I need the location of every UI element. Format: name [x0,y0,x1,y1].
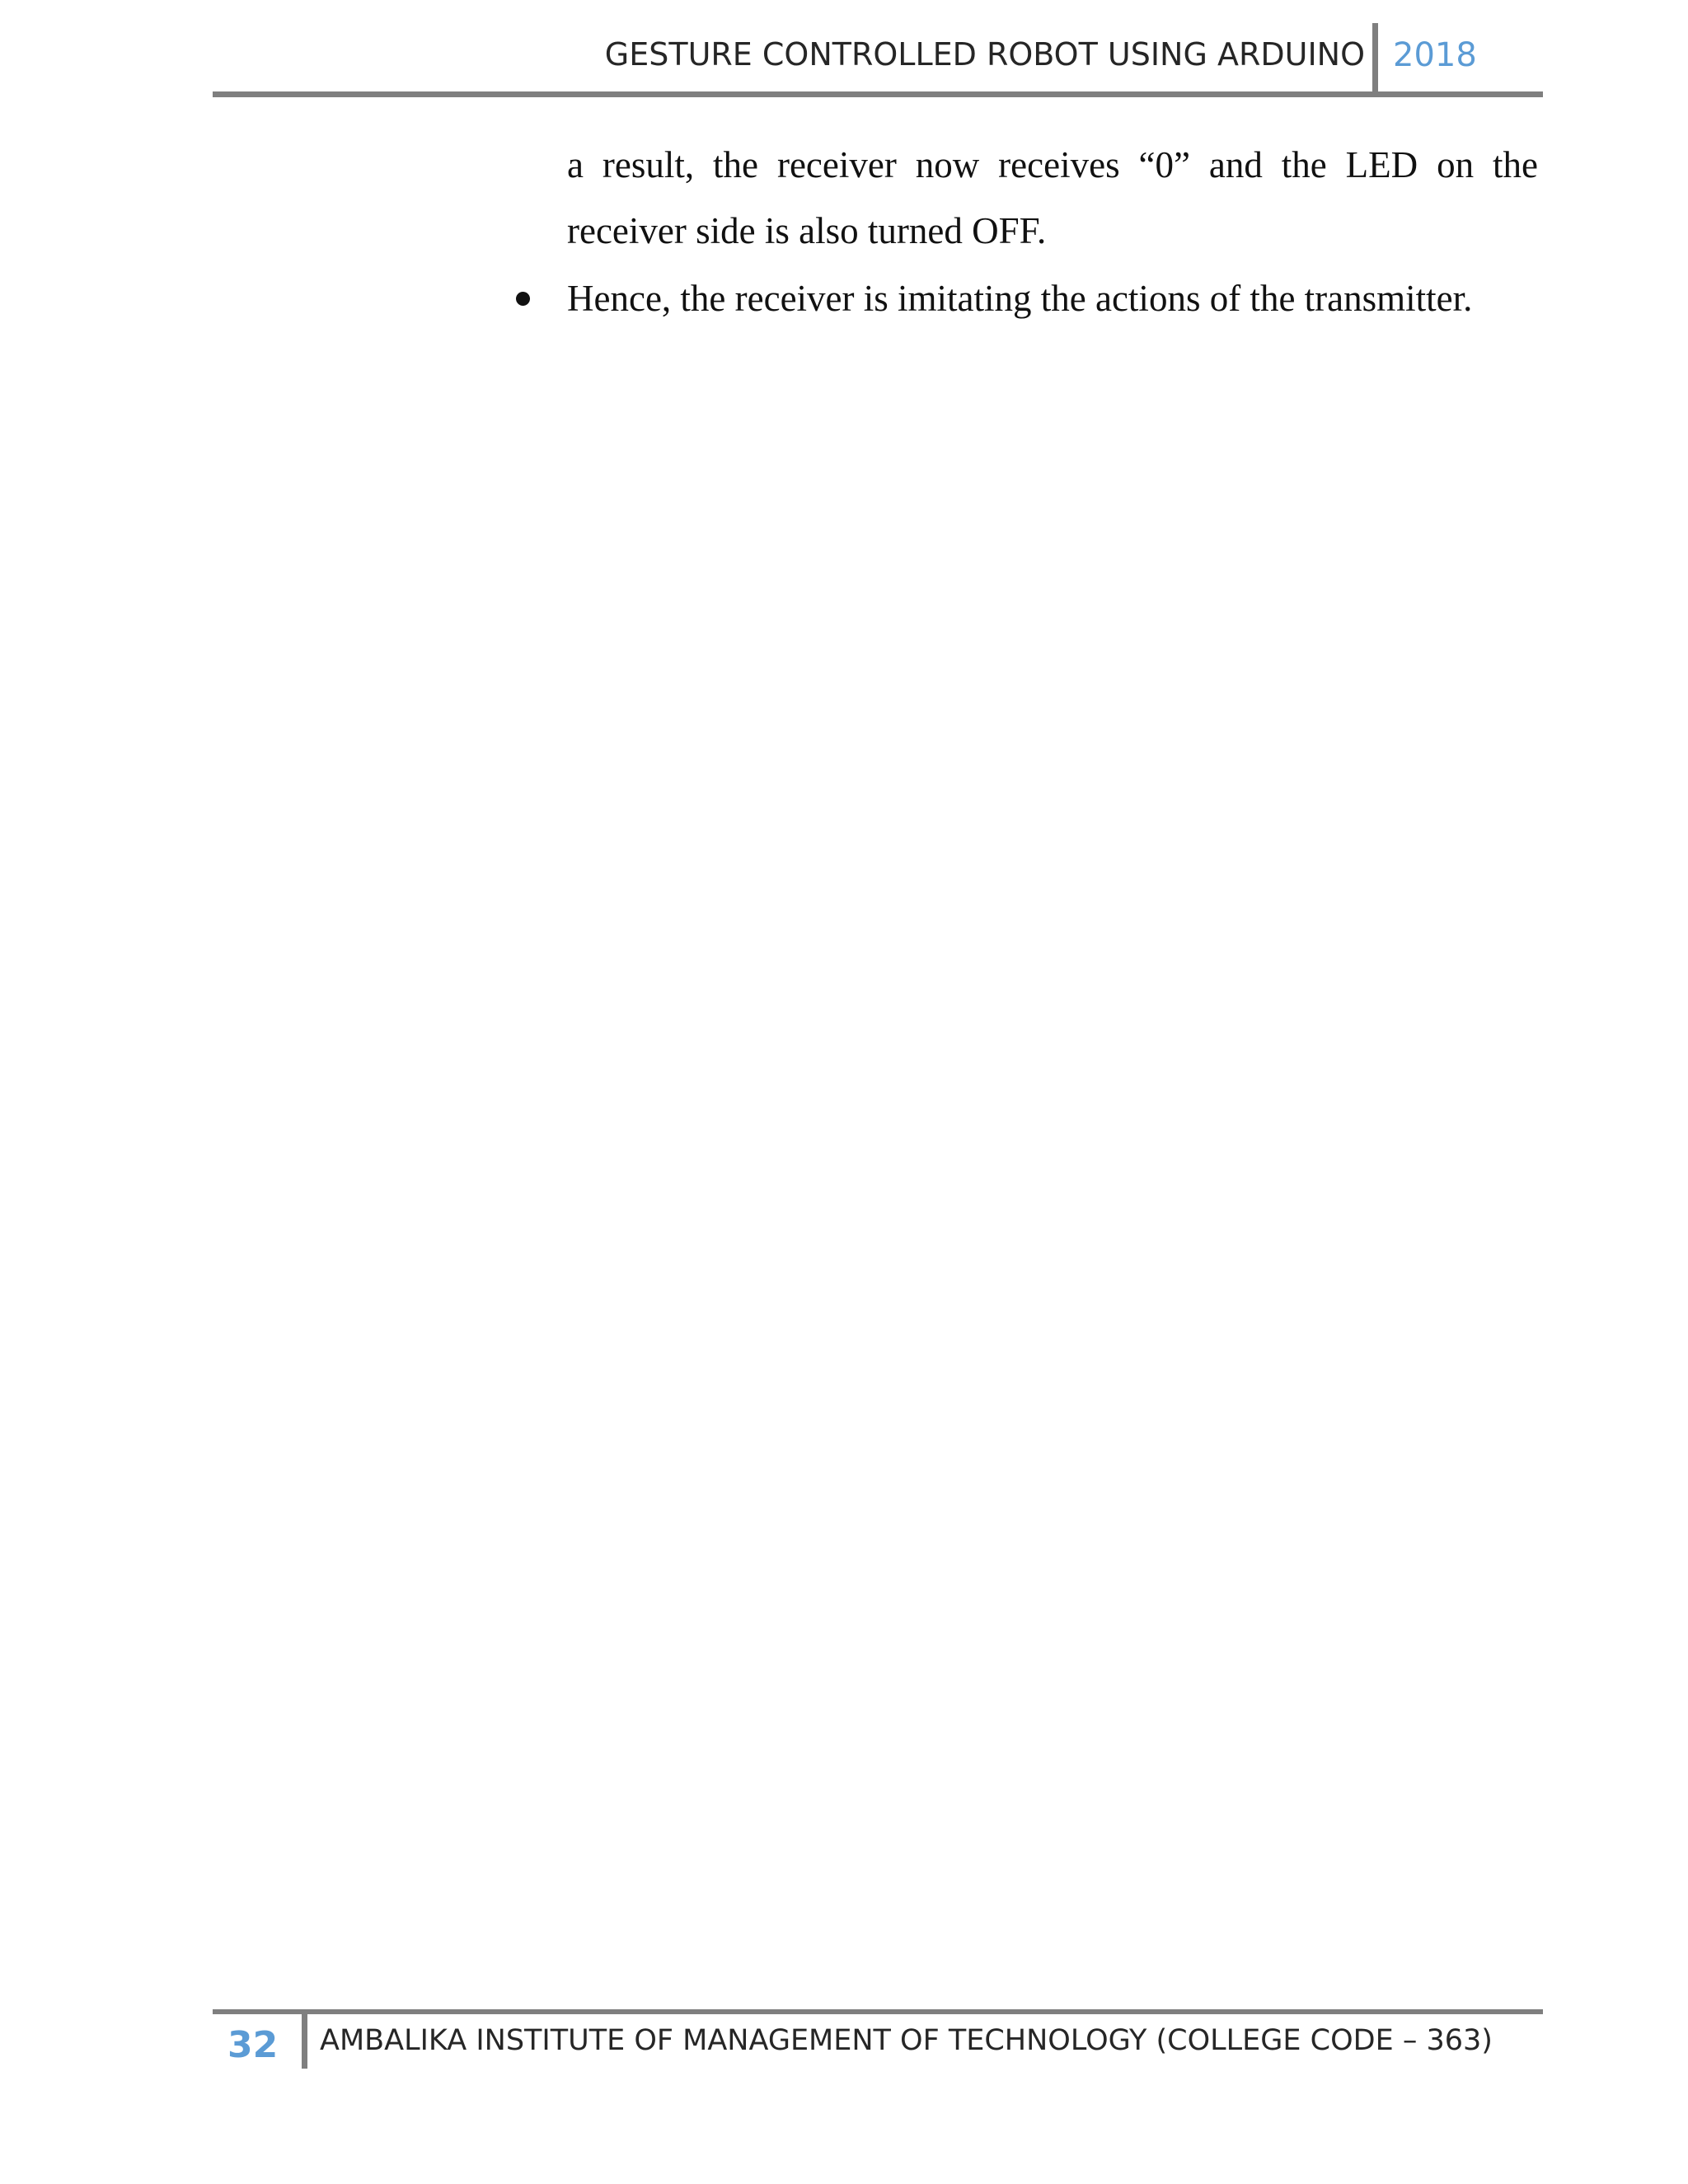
page-number: 32 [227,2024,279,2066]
paragraph-line: receiver side is also turned OFF. [567,210,1047,251]
footer-rule [213,2009,1543,2014]
footer-separator [302,2009,307,2069]
bullet-item [509,265,1538,331]
header-rule [213,91,1543,97]
bullet-icon [516,292,530,306]
header-title: GESTURE CONTROLLED ROBOT USING ARDUINO [604,36,1365,73]
bullet-text: Hence, the receiver is imitating the actions of the transmitter. [567,278,1473,319]
header-year: 2018 [1393,36,1477,74]
page-header [213,23,1543,96]
footer-institute: AMBALIKA INSTITUTE OF MANAGEMENT OF TECHNOLOGY (COLLEGE CODE – 363) [320,2024,1493,2057]
paragraph-line: a result, the receiver now receives “0” and the LED on the [567,144,1538,185]
header-separator [1372,23,1378,92]
page-footer [213,2009,1543,2092]
